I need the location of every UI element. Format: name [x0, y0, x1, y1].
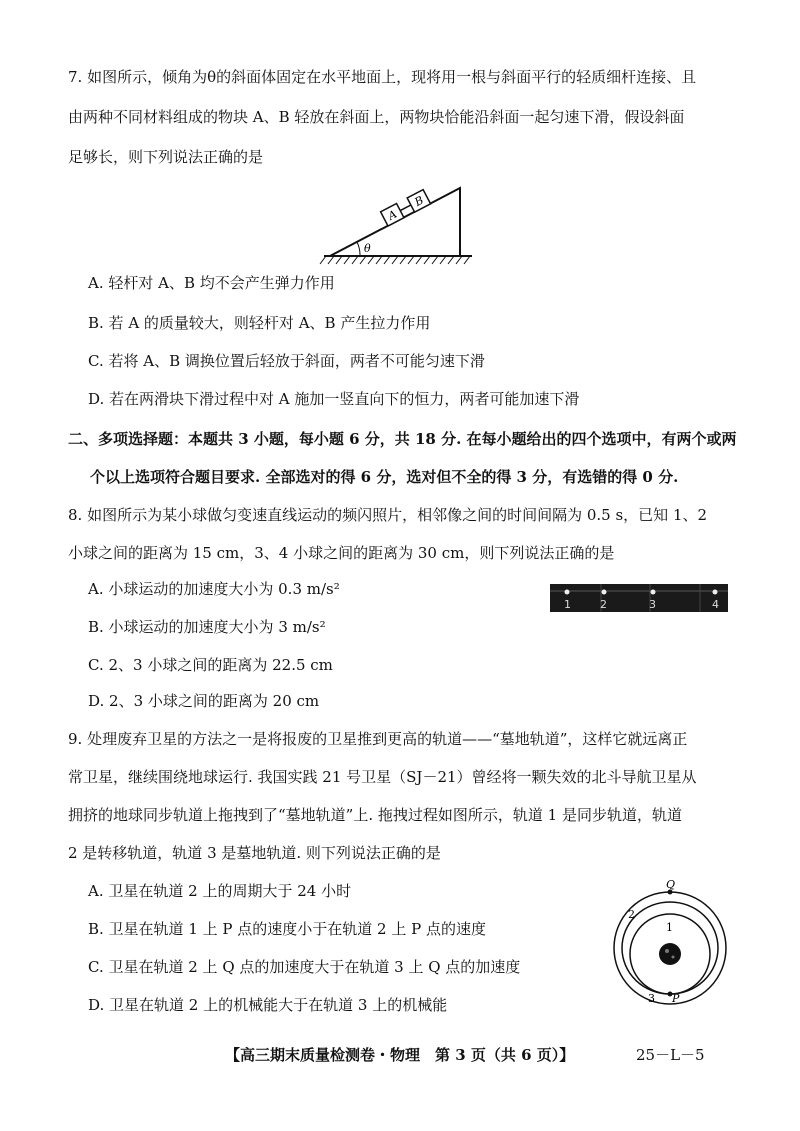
- label-q: Q: [666, 878, 676, 891]
- q7-option-d: D. 若在两滑块下滑过程中对 A 施加一竖直向下的恒力，两者可能加速下滑: [88, 390, 580, 408]
- q9-option-d: D. 卫星在轨道 2 上的机械能大于在轨道 3 上的机械能: [88, 996, 448, 1014]
- q7-stem-line-3: 足够长，则下列说法正确的是: [68, 148, 264, 166]
- light-rod: [400, 205, 411, 211]
- ball-label-1: 1: [564, 598, 571, 611]
- ball-4: [713, 590, 718, 595]
- q8-option-a: A. 小球运动的加速度大小为 0.3 m/s²: [88, 580, 340, 598]
- q9-option-c: C. 卫星在轨道 2 上 Q 点的加速度大于在轨道 3 上 Q 点的加速度: [88, 958, 521, 976]
- label-p: P: [672, 992, 680, 1005]
- ball-label-3: 3: [649, 598, 656, 611]
- section2-line-2: 个以上选项符合题目要求. 全部选对的得 6 分，选对但不全的得 3 分，有选错的得 0 分.: [90, 468, 679, 486]
- block-b-label: B: [412, 193, 426, 209]
- section2-line-1: 二、多项选择题：本题共 3 小题，每小题 6 分，共 18 分. 在每小题给出的四个选项中，有两个或两: [68, 430, 737, 448]
- orbit-diagram: [606, 878, 736, 1010]
- q8-option-d: D. 2、3 小球之间的距离为 20 cm: [88, 692, 320, 710]
- q9-stem-line-4: 2 是转移轨道，轨道 3 是墓地轨道. 则下列说法正确的是: [68, 844, 441, 862]
- q7-option-b: B. 若 A 的质量较大，则轻杆对 A、B 产生拉力作用: [88, 314, 431, 332]
- block-a-label: A: [385, 207, 400, 223]
- label-orbit-2: 2: [628, 908, 635, 921]
- q8-option-b: B. 小球运动的加速度大小为 3 m/s²: [88, 618, 326, 636]
- ball-3: [651, 590, 656, 595]
- footer-title: 【高三期末质量检测卷・物理 第 3 页（共 6 页）】: [225, 1046, 575, 1064]
- q9-stem-line-2: 常卫星，继续围绕地球运行. 我国实践 21 号卫星（SJ－21）曾经将一颗失效的北斗导航卫星从: [68, 768, 697, 786]
- angle-label: θ: [364, 242, 371, 255]
- q8-stem-line-1: 8. 如图所示为某小球做匀变速直线运动的频闪照片，相邻像之间的时间间隔为 0.5 s，已知 1、2: [68, 506, 708, 524]
- earth: [659, 943, 681, 965]
- q9-option-b: B. 卫星在轨道 1 上 P 点的速度小于在轨道 2 上 P 点的速度: [88, 920, 486, 938]
- ball-1: [565, 590, 570, 595]
- ball-label-2: 2: [600, 598, 607, 611]
- q7-stem-line-1: 7. 如图所示，倾角为θ的斜面体固定在水平地面上，现将用一根与斜面平行的轻质细杆连接、且: [68, 68, 697, 86]
- q9-stem-line-3: 拥挤的地球同步轨道上拖拽到了“墓地轨道”上. 拖拽过程如图所示，轨道 1 是同步轨道，轨道: [68, 806, 682, 824]
- footer-code: 25－L－5: [636, 1046, 705, 1064]
- q7-option-c: C. 若将 A、B 调换位置后轻放于斜面，两者不可能匀速下滑: [88, 352, 485, 370]
- ball-2: [602, 590, 607, 595]
- q9-option-a: A. 卫星在轨道 2 上的周期大于 24 小时: [88, 882, 352, 900]
- label-orbit-1: 1: [666, 921, 673, 934]
- q8-option-c: C. 2、3 小球之间的距离为 22.5 cm: [88, 656, 333, 674]
- strobe-photo: [550, 584, 728, 612]
- ball-label-4: 4: [712, 598, 719, 611]
- label-orbit-3: 3: [648, 992, 655, 1005]
- incline-figure: [318, 180, 478, 270]
- q7-stem-line-2: 由两种不同材料组成的物块 A、B 轻放在斜面上，两物块恰能沿斜面一起匀速下滑，假设斜面: [68, 108, 685, 126]
- q7-option-a: A. 轻杆对 A、B 均不会产生弹力作用: [88, 274, 335, 292]
- q9-stem-line-1: 9. 处理废弃卫星的方法之一是将报废的卫星推到更高的轨道——“墓地轨道”，这样它就远离正: [68, 730, 688, 748]
- q8-stem-line-2: 小球之间的距离为 15 cm，3、4 小球之间的距离为 30 cm，则下列说法正确的是: [68, 544, 615, 562]
